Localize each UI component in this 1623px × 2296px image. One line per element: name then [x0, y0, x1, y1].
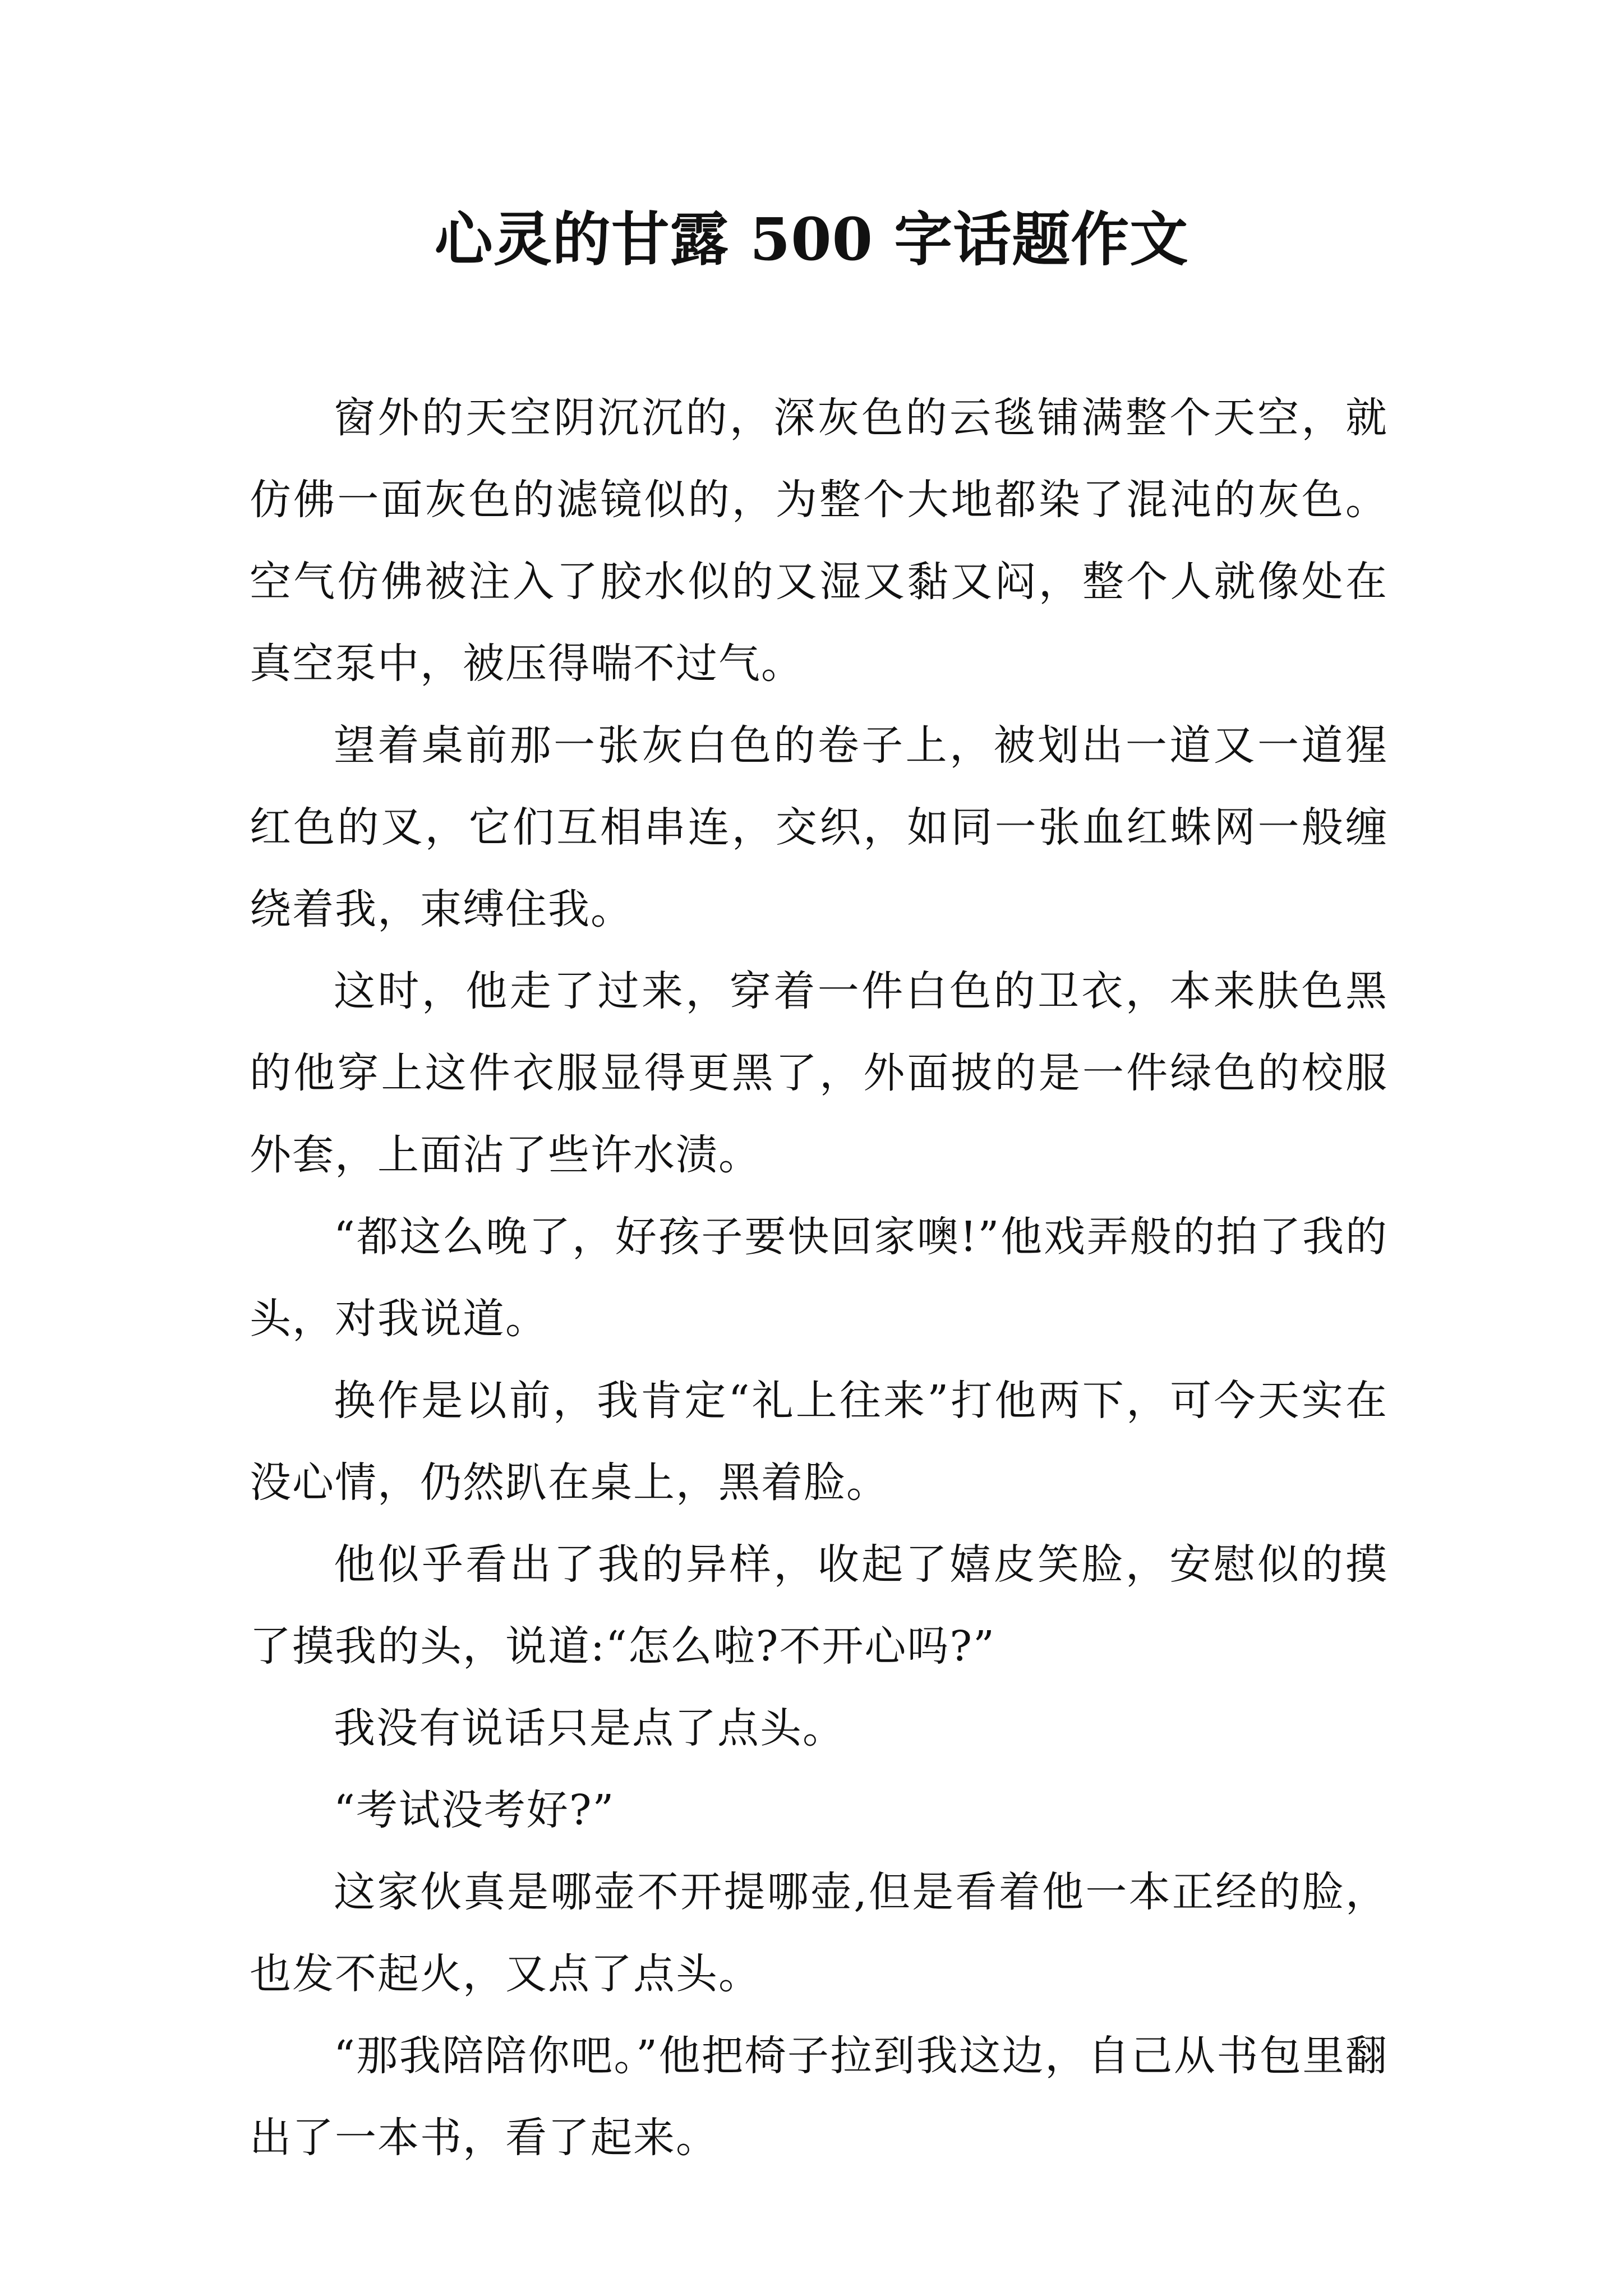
paragraph: 换作是以前，我肯定“礼上往来”打他两下，可今天实在没心情，仍然趴在桌上，黑着脸。 [250, 1377, 1388, 1507]
paragraph: “考试没考好?” [334, 1786, 615, 1834]
paragraph: 窗外的天空阴沉沉的，深灰色的云毯铺满整个天空，就仿佛一面灰色的滤镜似的，为整个大地都染了混沌的灰色。空气仿佛被注入了胶水似的又湿又黏又闷，整个人就像处在真空泵中，被压得喘不过气。 [250, 394, 1388, 688]
document-body [250, 377, 1388, 2179]
paragraph: 他似乎看出了我的异样，收起了嬉皮笑脸，安慰似的摸了摸我的头，说道:“怎么啦?不开心吗?” [250, 1540, 1388, 1671]
paragraph: 望着桌前那一张灰白色的卷子上，被划出一道又一道猩红色的叉，它们互相串连，交织，如同一张血红蛛网一般缠绕着我，束缚住我。 [250, 721, 1388, 933]
document-title: 心灵的甘露 500 字话题作文 [434, 205, 1189, 274]
paragraph: “那我陪陪你吧。”他把椅子拉到我这边，自己从书包里翻出了一本书，看了起来。 [250, 2032, 1388, 2162]
paragraph: “都这么晚了，好孩子要快回家噢!”他戏弄般的拍了我的头，对我说道。 [250, 1213, 1388, 1343]
paragraph: 这时，他走了过来，穿着一件白色的卫衣，本来肤色黑的他穿上这件衣服显得更黑了，外面披的是一件绿色的校服外套，上面沾了些许水渍。 [250, 967, 1388, 1179]
paragraph: 这家伙真是哪壶不开提哪壶,但是看着他一本正经的脸，也发不起火，又点了点头。 [250, 1868, 1388, 1998]
paragraph: 我没有说话只是点了点头。 [334, 1704, 845, 1752]
